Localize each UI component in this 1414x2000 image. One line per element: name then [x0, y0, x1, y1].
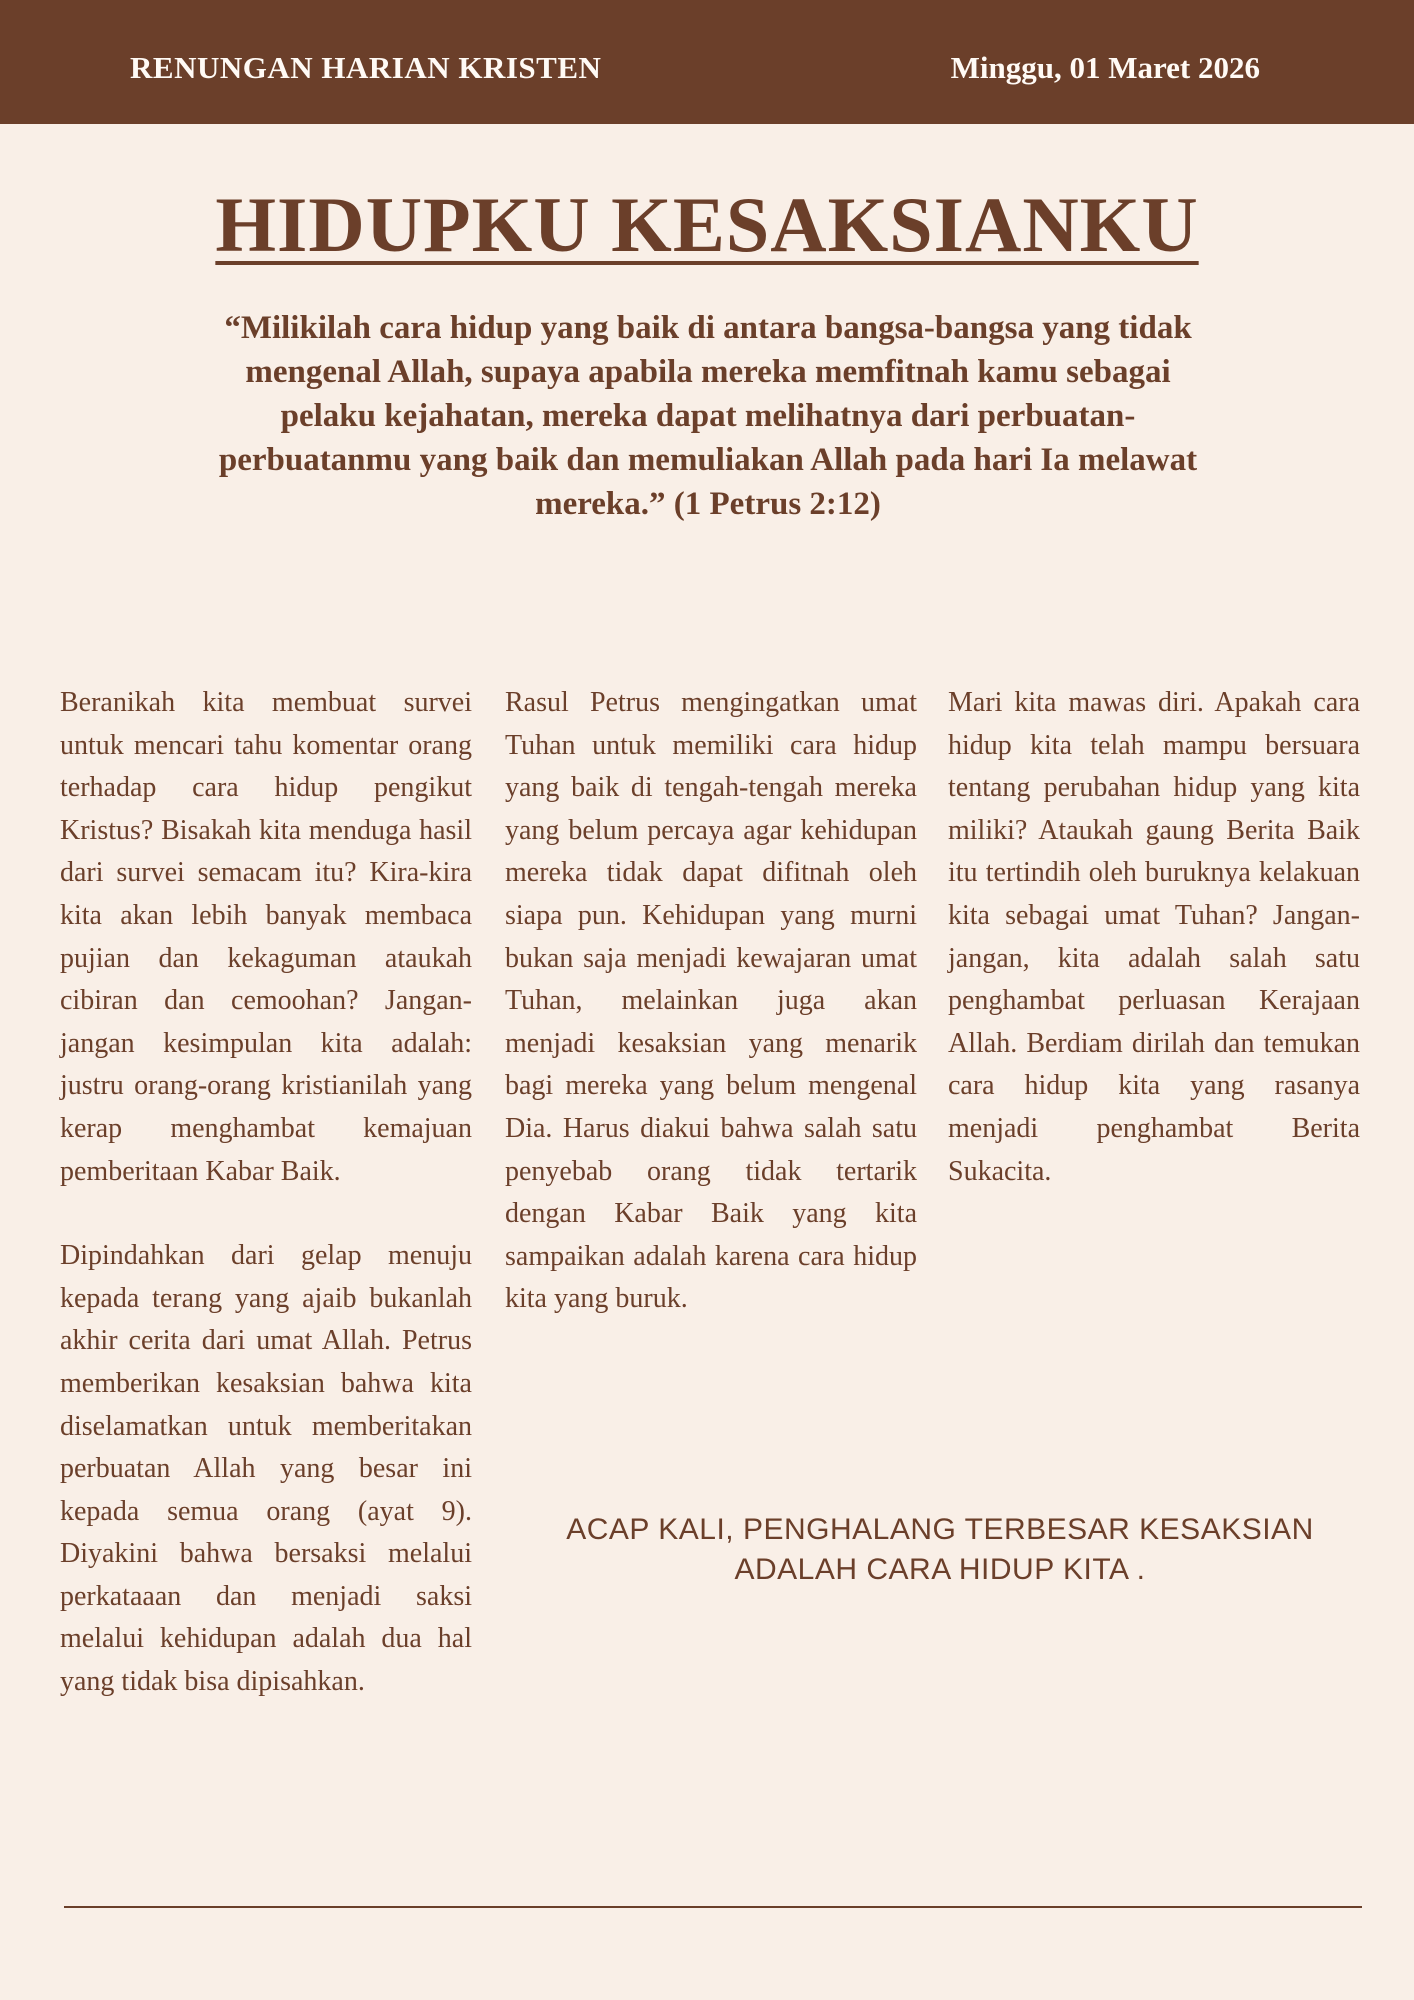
callout-quote: ACAP KALI, PENGHALANG TERBESAR KESAKSIAN ADALAH CARA HIDUP KITA .: [566, 1513, 1314, 1586]
header-bar: [0, 0, 1414, 124]
article-column-2: [505, 682, 917, 1363]
article-column-3: [948, 682, 1360, 1235]
paragraph: Beranikah kita membuat survei untuk mencari tahu komentar orang terhadap cara hidup pengikut Kristus? Bisakah kita menduga hasil dari survei semacam itu? Kira-kira kita akan lebih banyak membaca pujian dan kekaguman ataukah cibiran dan cemoohan? Jangan-jangan kesimpulan kita adalah: justru orang-orang kristianilah yang kerap menghambat kemajuan pemberitaan Kabar Baik.: [60, 687, 472, 1187]
paragraph: Mari kita mawas diri. Apakah cara hidup kita telah mampu bersuara tentang perubahan hidup yang kita miliki? Ataukah gaung Berita Baik itu tertindih oleh buruknya kelakuan kita sebagai umat Tuhan? Jangan-jangan, kita adalah salah satu penghambat perluasan Kerajaan Allah. Berdiam dirilah dan temukan cara hidup kita yang rasanya menjadi penghambat Berita Sukacita.: [948, 687, 1360, 1187]
brand-title: RENUNGAN HARIAN KRISTEN: [130, 50, 602, 85]
paragraph: Rasul Petrus mengingatkan umat Tuhan untuk memiliki cara hidup yang baik di tengah-tengah mereka yang belum percaya agar kehidupan mereka tidak dapat difitnah oleh siapa pun. Kehidupan yang murni bukan saja menjadi kewajaran umat Tuhan, melainkan juga akan menjadi kesaksian yang menarik bagi mereka yang belum mengenal Dia. Harus diakui bahwa salah satu penyebab orang tidak tertarik dengan Kabar Baik yang kita sampaikan adalah karena cara hidup kita yang buruk.: [505, 687, 917, 1315]
footer-divider: [64, 1906, 1362, 1908]
paragraph: Dipindahkan dari gelap menuju kepada terang yang ajaib bukanlah akhir cerita dari umat Allah. Petrus memberikan kesaksian bahwa kita diselamatkan untuk memberitakan perbuatan Allah yang besar ini kepada semua orang (ayat 9). Diyakini bahwa bersaksi melalui perkataaan dan menjadi saksi melalui kehidupan adalah dua hal yang tidak bisa dipisahkan.: [60, 1240, 472, 1698]
date-label: Minggu, 01 Maret 2026: [950, 50, 1260, 85]
scripture-verse: “Milikilah cara hidup yang baik di antara bangsa-bangsa yang tidak mengenal Allah, supaya apabila mereka memfitnah kamu sebagai pelaku kejahatan, mereka dapat melihatnya dari perbuatan-perbuatanmu yang baik dan memuliakan Allah pada hari Ia melawat mereka.” (1 Petrus 2:12): [218, 310, 1198, 522]
page-title: HIDUPKU KESAKSIANKU: [215, 181, 1199, 268]
article-column-1: [60, 682, 472, 1746]
